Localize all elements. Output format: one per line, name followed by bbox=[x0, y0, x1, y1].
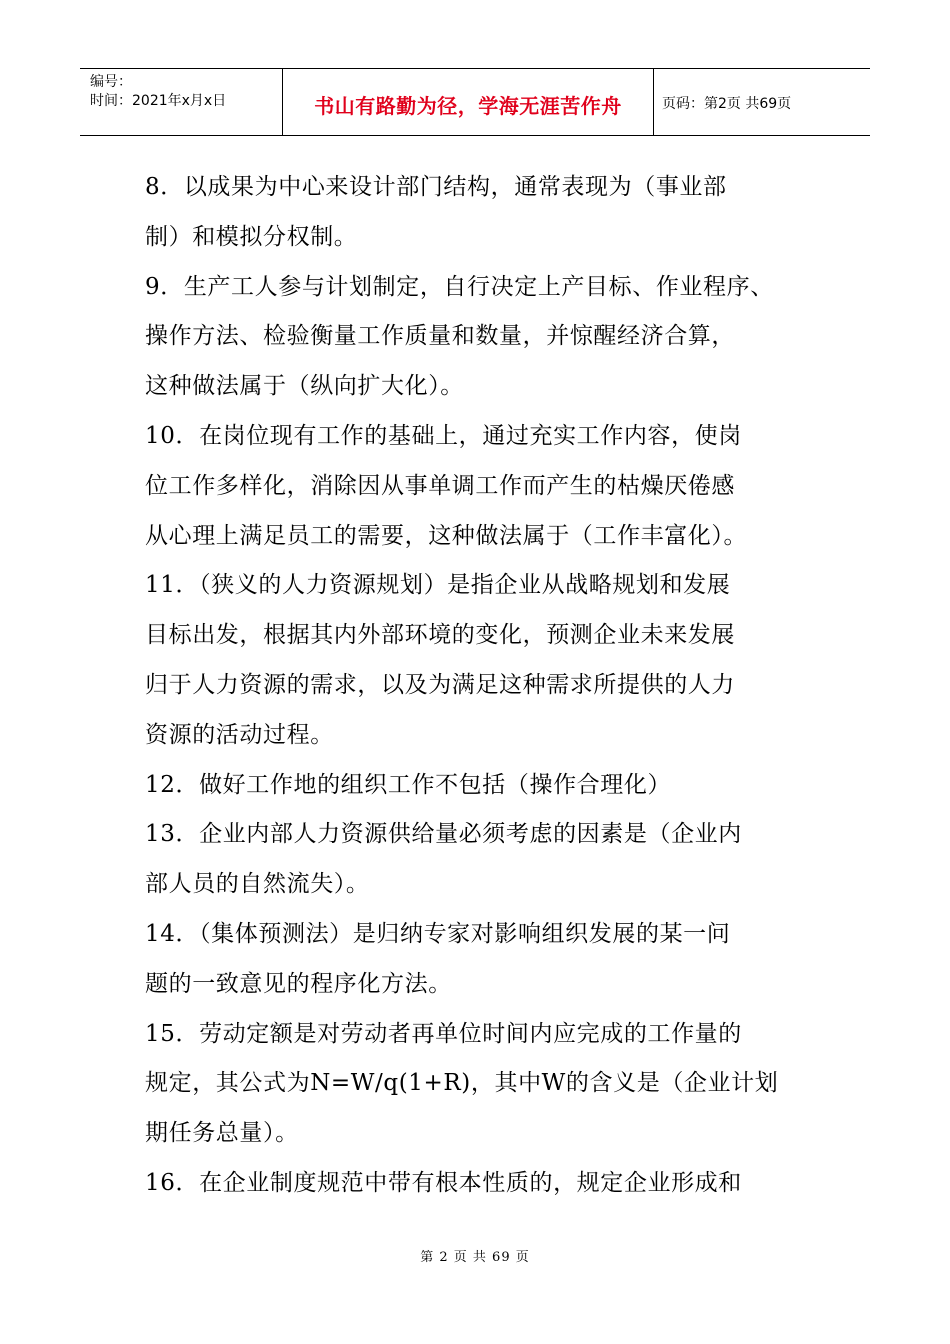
document-body bbox=[145, 163, 835, 1209]
question-14: 14．（集体预测法）是归纳专家对影响组织发展的某一问 题的一致意见的程序化方法。 bbox=[145, 920, 731, 997]
question-12: 12．做好工作地的组织工作不包括（操作合理化） bbox=[145, 771, 672, 798]
question-11: 11．（狭义的人力资源规划）是指企业从战略规划和发展 目标出发，根据其内外部环境的变化，预测企业未来发展 归于人力资源的需求，以及为满足这种需求所提供的人力 资源的活动过程。 bbox=[145, 572, 735, 748]
question-10: 10．在岗位现有工作的基础上，通过充实工作内容，使岗 位工作多样化，消除因从事单调工作而产生的枯燥厌倦感 从心理上满足员工的需要，这种做法属于（工作丰富化）。 bbox=[145, 422, 748, 549]
page-header bbox=[80, 68, 870, 136]
page-footer: 第 2 页 共 69 页 bbox=[420, 1250, 530, 1265]
date-label: 时间：2021年x月x日 bbox=[90, 93, 227, 109]
header-page-info: 页码：第2页 共69页 bbox=[662, 96, 792, 112]
question-16: 16．在企业制度规范中带有根本性质的，规定企业形成和 bbox=[145, 1169, 742, 1196]
question-15: 15．劳动定额是对劳动者再单位时间内应完成的工作量的 规定，其公式为N=W/q(1+R)，其中W的含义是（企业计划 期任务总量）。 bbox=[145, 1020, 779, 1147]
header-meta bbox=[80, 69, 283, 135]
question-8: 8．以成果为中心来设计部门结构，通常表现为（事业部 制）和模拟分权制。 bbox=[145, 174, 727, 250]
question-9: 9．生产工人参与计划制定，自行决定上产目标、作业程序、 操作方法、检验衡量工作质量和数量，并惊醒经济合算， 这种做法属于（纵向扩大化）。 bbox=[145, 273, 774, 400]
question-13: 13．企业内部人力资源供给量必须考虑的因素是（企业内 部人员的自然流失）。 bbox=[145, 821, 742, 898]
header-motto: 书山有路勤为径，学海无涯苦作舟 bbox=[283, 69, 654, 135]
number-label: 编号： bbox=[90, 74, 132, 90]
